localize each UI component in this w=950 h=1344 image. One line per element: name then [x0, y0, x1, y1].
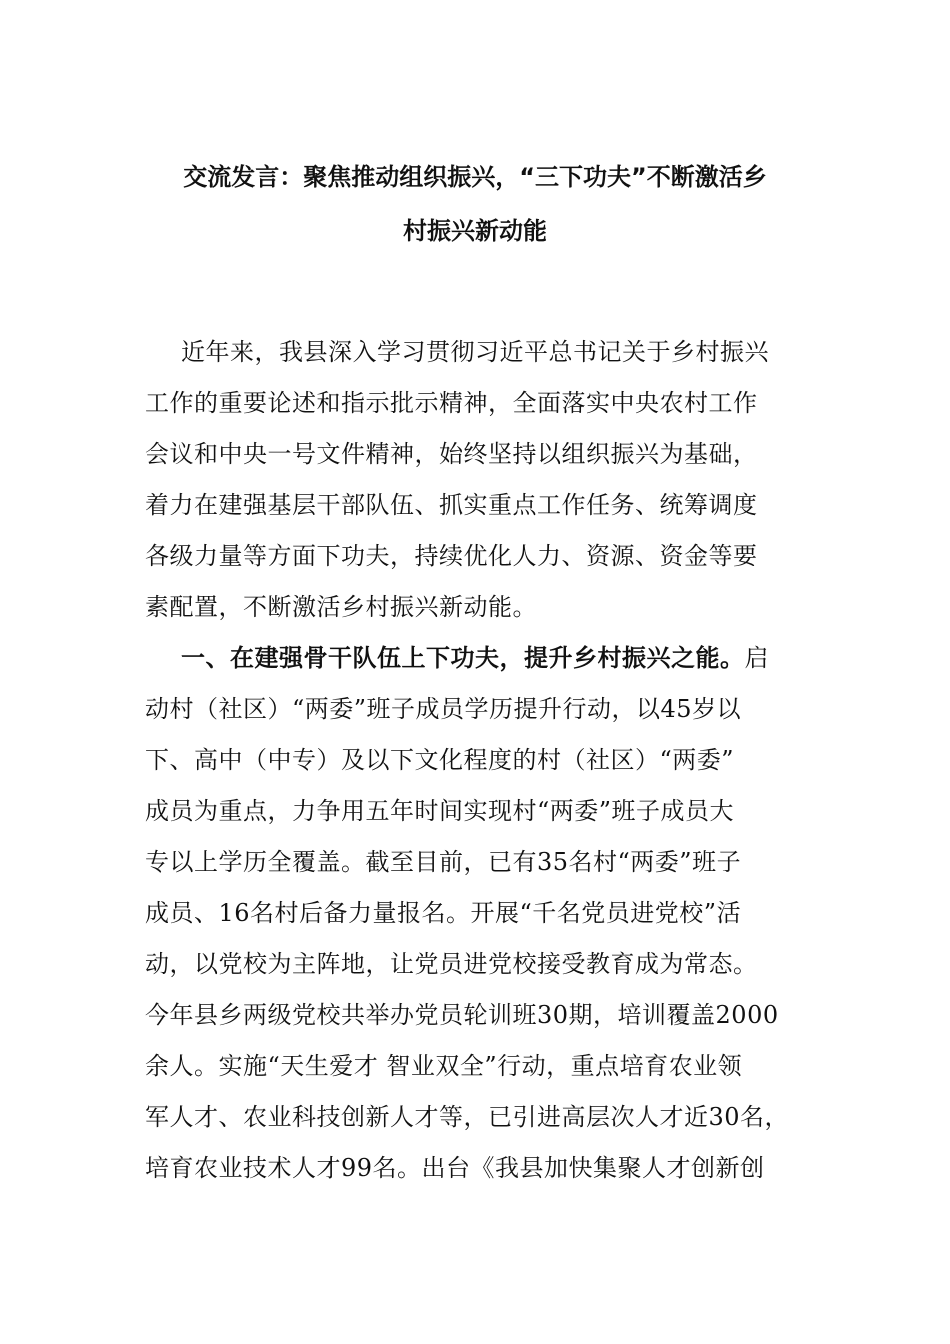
text-line: 会议和中央一号文件精神，始终坚持以组织振兴为基础，	[145, 440, 758, 468]
text-line: 近年来，我县深入学习贯彻习近平总书记关于乡村振兴	[181, 338, 769, 366]
text-line: 专以上学历全覆盖。截至目前，已有35名村“两委”班子	[145, 848, 742, 876]
document-title	[130, 150, 820, 258]
text-line: 素配置，不断激活乡村振兴新动能。	[145, 593, 537, 621]
text-line: 余人。实施“天生爱才 智业双全”行动，重点培育农业领	[145, 1052, 743, 1080]
title-line-2: 村振兴新动能	[403, 217, 547, 245]
section-heading: 一、在建强骨干队伍上下功夫，提升乡村振兴之能。	[181, 644, 745, 672]
text-fragment: 启	[744, 644, 769, 672]
paragraph-section-one	[145, 633, 825, 1194]
text-line: 下、高中（中专）及以下文化程度的村（社区）“两委”	[145, 746, 735, 774]
paragraph-intro	[145, 327, 825, 633]
text-line: 成员、16名村后备力量报名。开展“千名党员进党校”活	[145, 899, 742, 927]
text-line: 军人才、农业科技创新人才等，已引进高层次人才近30名，	[145, 1103, 790, 1131]
text-line: 工作的重要论述和指示批示精神，全面落实中央农村工作	[145, 389, 758, 417]
document-body	[145, 327, 825, 1194]
text-line: 着力在建强基层干部队伍、抓实重点工作任务、统筹调度	[145, 491, 758, 519]
text-line: 今年县乡两级党校共举办党员轮训班30期，培训覆盖2000	[145, 1001, 779, 1029]
text-line: 培育农业技术人才99名。出台《我县加快集聚人才创新创	[145, 1154, 765, 1182]
section-heading-line	[145, 633, 825, 684]
text-line: 动，以党校为主阵地，让党员进党校接受教育成为常态。	[145, 950, 758, 978]
text-line: 成员为重点，力争用五年时间实现村“两委”班子成员大	[145, 797, 735, 825]
text-line: 动村（社区）“两委”班子成员学历提升行动，以45岁以	[145, 695, 742, 723]
text-line: 各级力量等方面下功夫，持续优化人力、资源、资金等要	[145, 542, 758, 570]
title-line-1: 交流发言：聚焦推动组织振兴，“三下功夫”不断激活乡	[183, 163, 767, 191]
